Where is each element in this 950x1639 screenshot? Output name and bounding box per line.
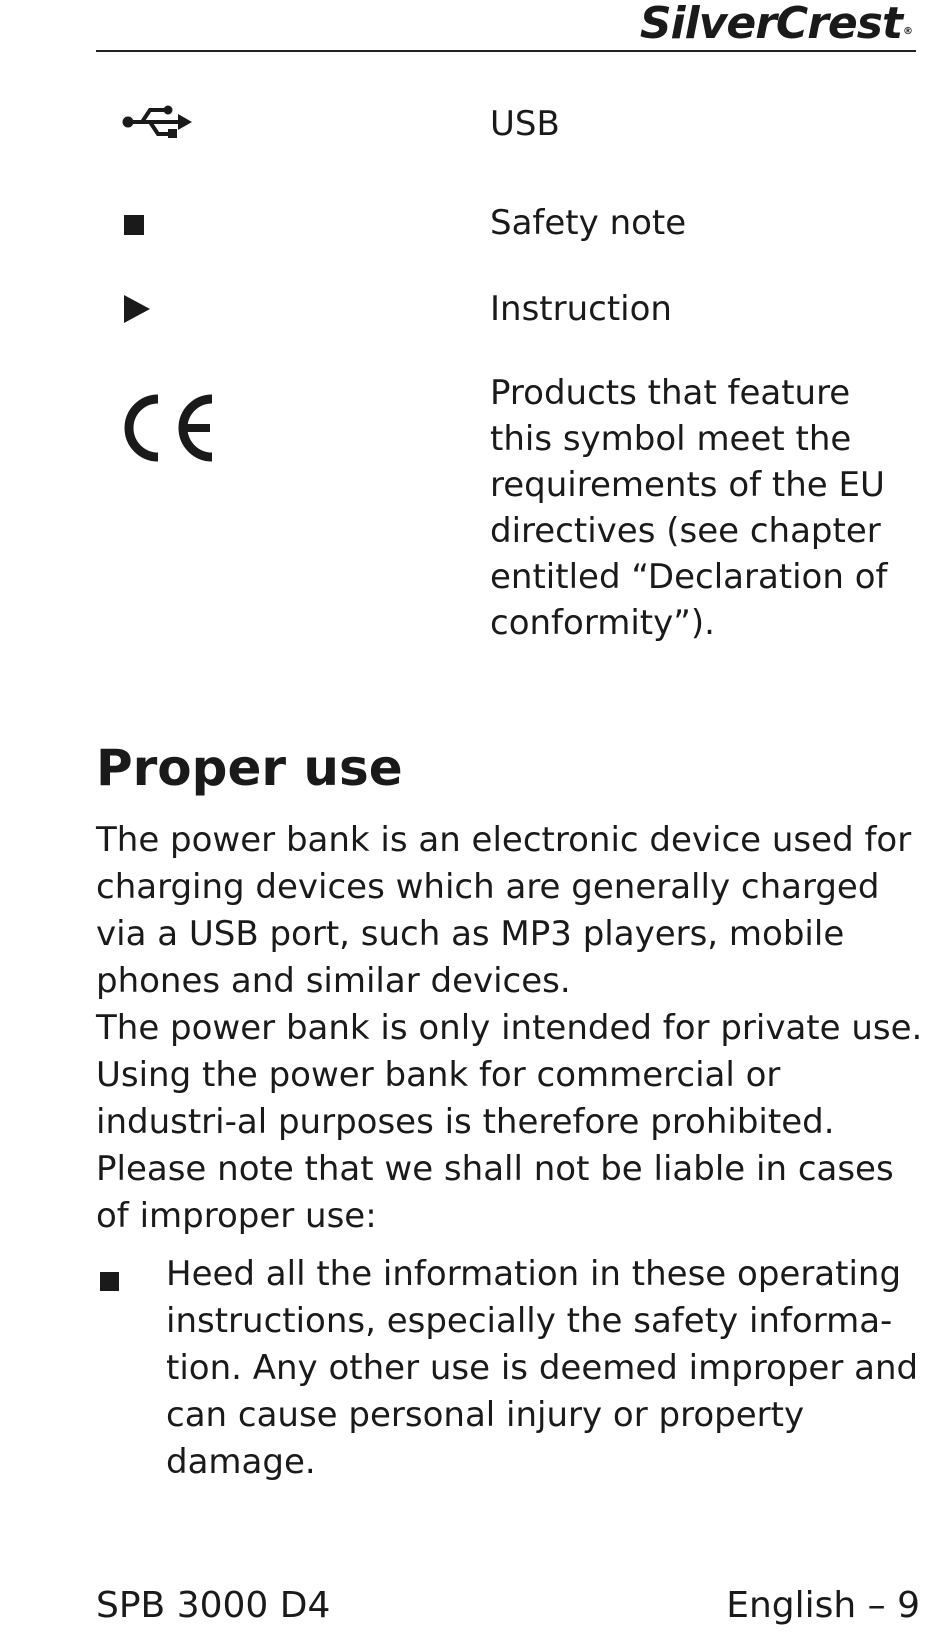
footer-page-number: English – 9 [726,1585,920,1626]
legend-usb-label: USB [490,104,560,144]
header-rule [96,50,916,52]
section-title: Proper use [96,739,403,797]
triangle-arrow-icon [124,295,152,327]
footer-model: SPB 3000 D4 [96,1585,331,1626]
ce-mark-icon [122,393,218,467]
registered-mark: ® [903,26,912,37]
paragraph-private-use: The power bank is only intended for private use. Using the power bank for commercial or industri-al purposes is therefore prohibited. [96,1008,923,1142]
brand-logo [640,2,912,50]
paragraph-purpose: The power bank is an electronic device used for charging devices which are generally charged via a USB port, such as MP3 players, mobile phones and similar devices. [96,820,912,1001]
legend-safety-note-label: Safety note [490,203,687,243]
brand-name: SilverCrest [639,0,902,49]
bullet-item-heed-information: Heed all the information in these operating instructions, especially the safety informa-tion. Any other use is deemed improper and can cause personal injury or property damage. [166,1254,919,1482]
legend-ce-description: Products that feature this symbol meet the requirements of the EU directives (see chapter entitled “Declaration of conformity”). [490,373,888,643]
square-bullet-icon [100,1272,119,1291]
square-bullet-icon [124,215,144,239]
paragraph-liability: Please note that we shall not be liable in cases of improper use: [96,1149,894,1236]
usb-icon [122,104,194,144]
legend-instruction-label: Instruction [490,289,672,329]
